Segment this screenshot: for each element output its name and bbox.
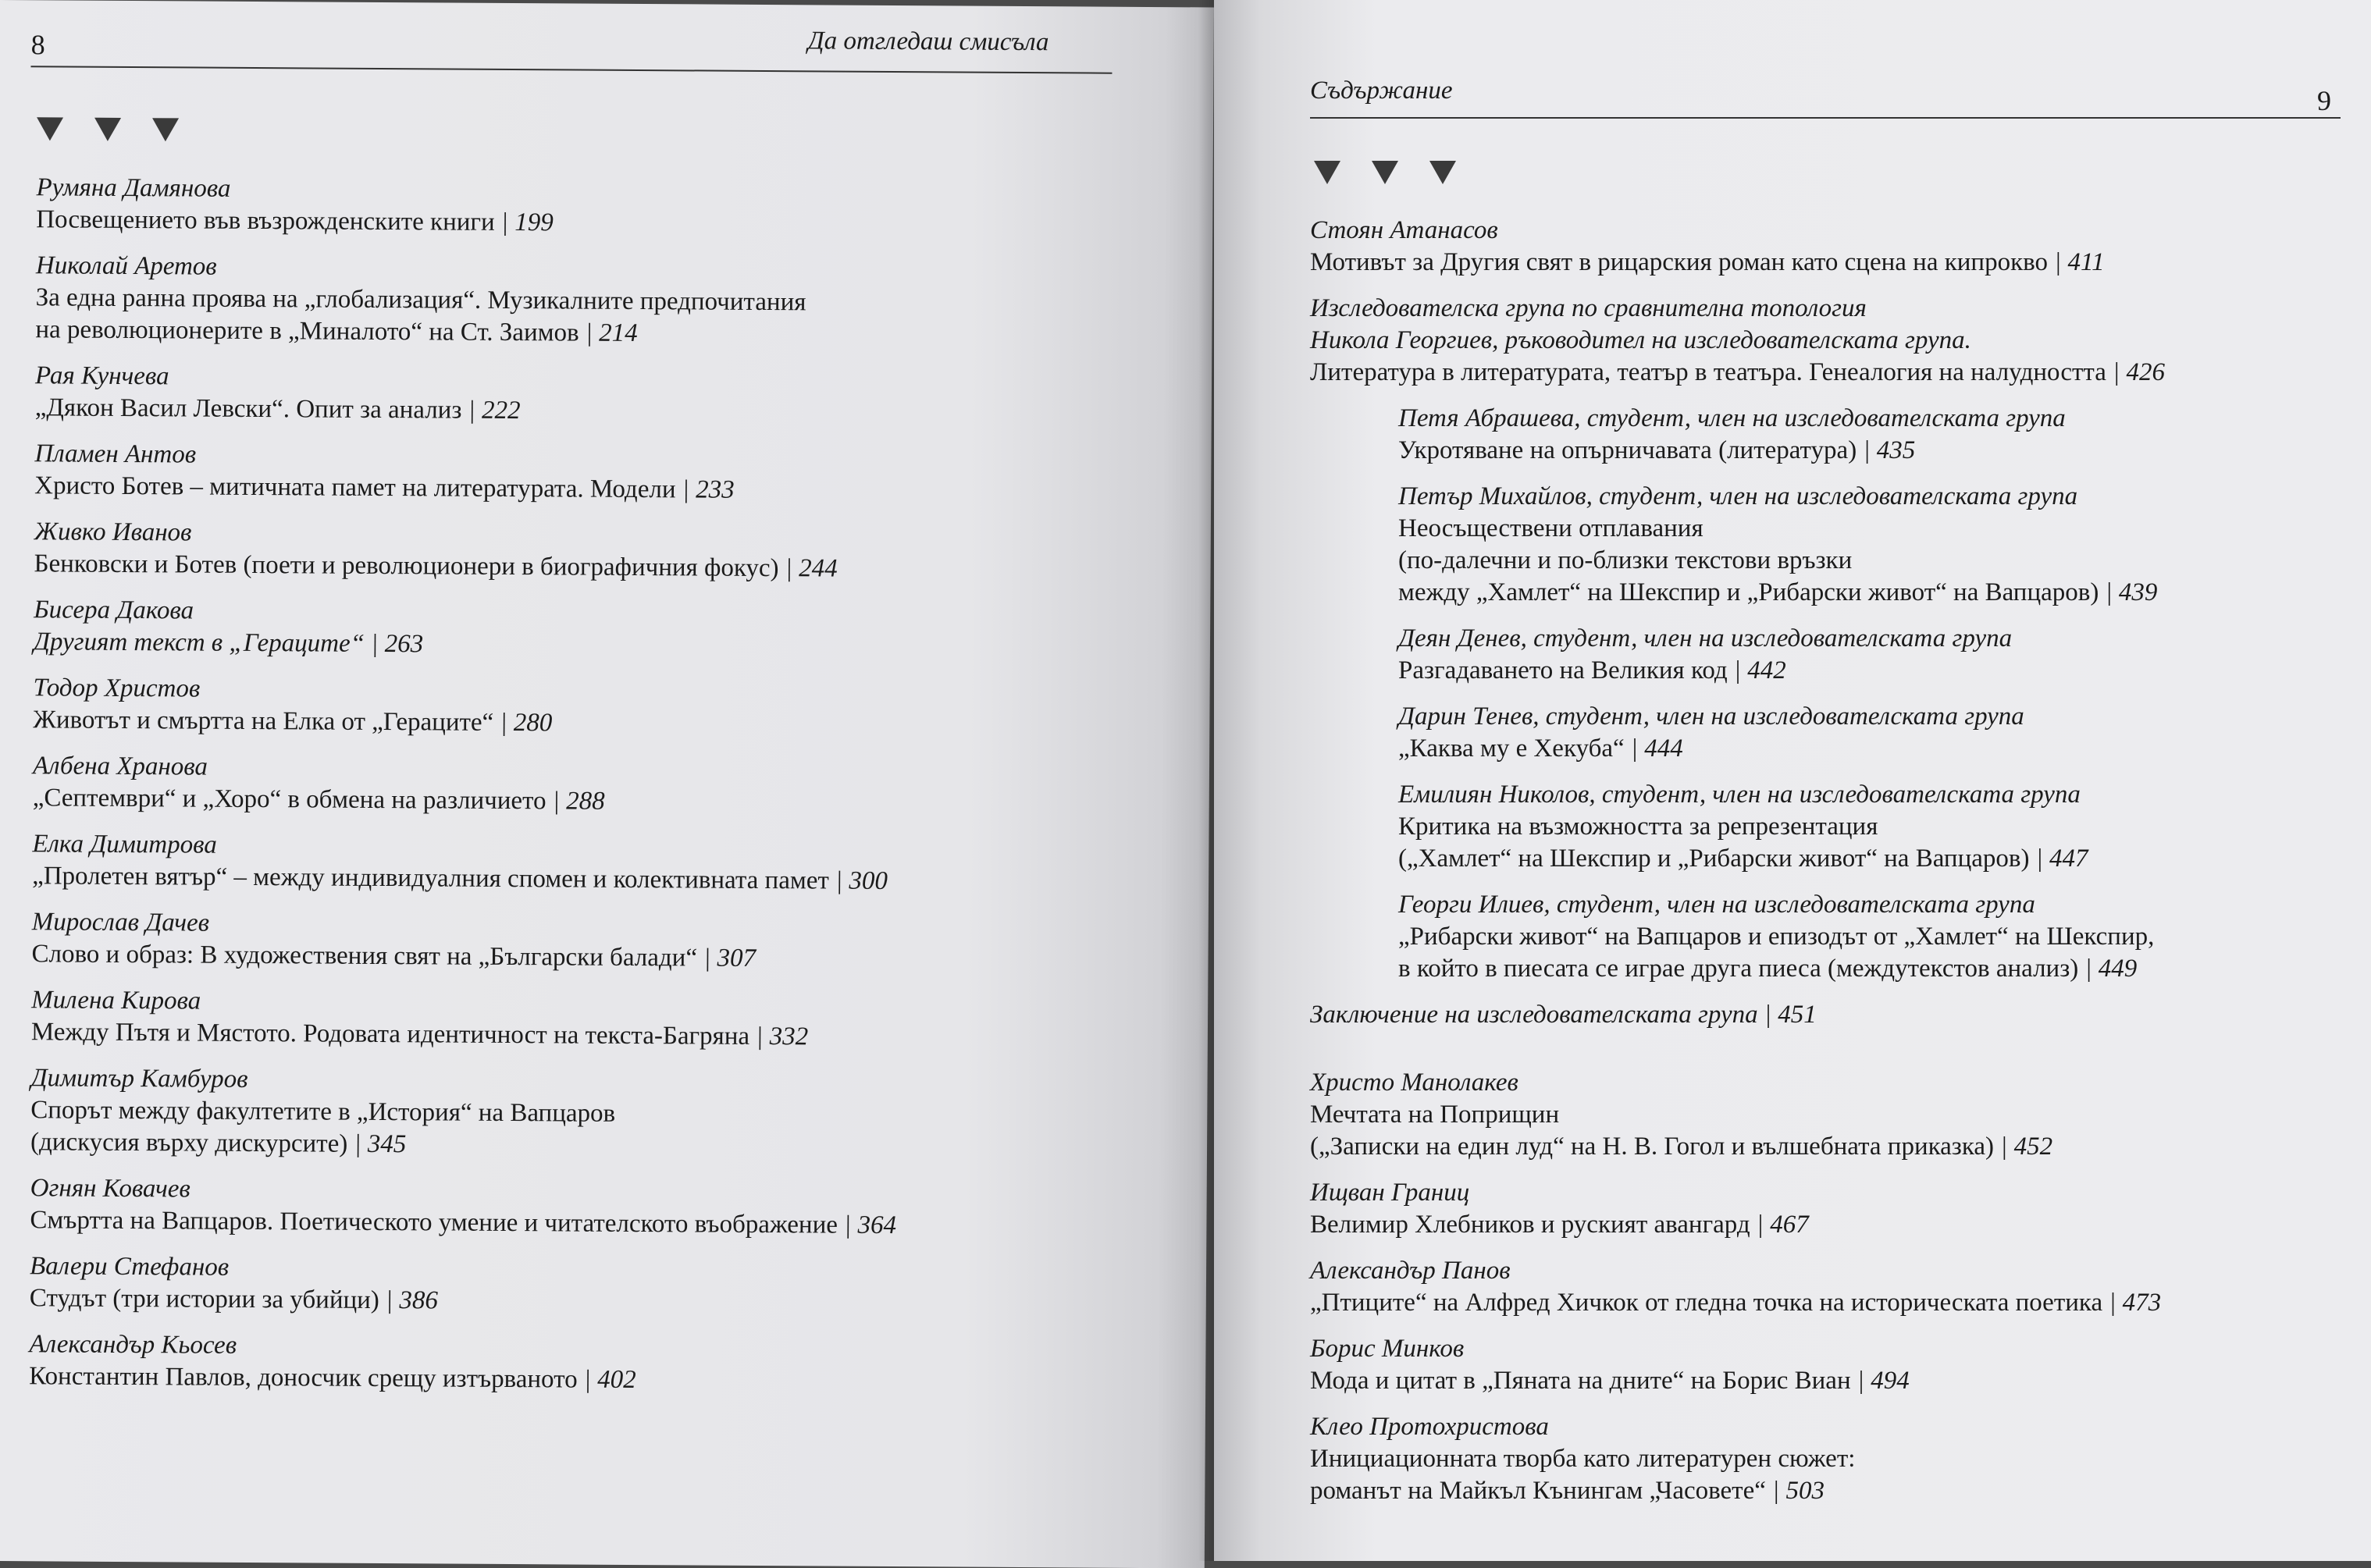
- toc-title-line: Велимир Хлебников и руският авангард | 467: [1310, 1211, 1809, 1239]
- toc-author: Огнян Ковачев: [30, 1174, 190, 1204]
- toc-page-number: | 452: [1994, 1132, 2053, 1161]
- toc-page-number: | 451: [1757, 1001, 1817, 1029]
- toc-title-line: „Дякон Васил Левски“. Опит за анализ | 222: [34, 393, 521, 425]
- toc-page-number: | 447: [2029, 844, 2088, 873]
- entry-spacer: [1310, 1397, 2165, 1411]
- entry-spacer: [1310, 467, 2165, 481]
- entry-spacer: [1310, 1031, 2165, 1067]
- toc-entry: [33, 672, 899, 741]
- toc-title-line: (по-далечни и по-близки текстови връзки: [1398, 546, 1853, 574]
- running-head-right: Съдържание: [1310, 76, 1453, 105]
- toc-title-line: Неосъществени отплавания: [1398, 514, 1703, 542]
- toc-title-line: Слово и образ: В художествения свят на „Български балади“ | 307: [31, 940, 757, 972]
- toc-entry: [35, 360, 902, 429]
- toc-author: Елка Димитрова: [32, 830, 217, 859]
- entry-spacer: [1310, 1319, 2165, 1333]
- toc-page-number: | 307: [696, 944, 757, 972]
- ornament-triangles-left: [37, 117, 179, 141]
- toc-author: Валери Стефанов: [29, 1252, 230, 1282]
- toc-title-line: Мода и цитат в „Пяната на дните“ на Борис Виан | 494: [1310, 1367, 1910, 1395]
- toc-title-line: („Записки на един луд“ на Н. В. Гогол и вълшебната приказка) | 452: [1310, 1132, 2053, 1161]
- toc-author: Клео Протохристова: [1310, 1413, 1549, 1441]
- header-rule-right: [1310, 117, 2341, 119]
- toc-title-line: в който в пиесата се играе друга пиеса (междутекстов анализ) | 449: [1398, 955, 2138, 983]
- toc-page-number: | 288: [546, 787, 605, 816]
- toc-entry: [1310, 701, 2165, 765]
- toc-entry: [1310, 1333, 2165, 1397]
- toc-entry: [30, 1172, 896, 1242]
- toc-page-number: | 442: [1727, 656, 1786, 684]
- toc-author: Мирослав Дачев: [31, 908, 210, 937]
- toc-author: Александър Кьосев: [29, 1330, 237, 1360]
- toc-title-line: Посвещението във възрожденските книги | 199: [36, 205, 554, 237]
- toc-title-line: („Хамлет“ на Шекспир и „Рибарски живот“ на Вапцаров) | 447: [1398, 844, 2088, 873]
- toc-title-line: „Птиците“ на Алфред Хичкок от гледна точка на историческата поетика | 473: [1310, 1289, 2162, 1317]
- toc-title-line: Животът и смъртта на Елка от „Гераците“ | 280: [33, 706, 553, 738]
- toc-author: Изследователска група по сравнителна топология: [1310, 294, 1867, 322]
- toc-page-number: | 473: [2102, 1289, 2162, 1317]
- toc-entry: [1310, 1411, 2165, 1507]
- toc-title-line: Укротяване на опърничавата (литература) | 435: [1398, 436, 1916, 464]
- toc-title-line: „Каква му е Хекуба“ | 444: [1398, 734, 1683, 763]
- toc-page-number: | 386: [379, 1285, 439, 1315]
- toc-title-line: Между Пътя и Мястото. Родовата идентичност на текста-Багряна | 332: [30, 1018, 809, 1051]
- toc-page-number: | 449: [2078, 955, 2138, 983]
- toc-title-line: романът на Майкъл Кънингам „Часовете“ | 503: [1310, 1477, 1825, 1505]
- toc-entry: [1310, 215, 2165, 279]
- toc-author: Пламен Антов: [34, 439, 197, 469]
- toc-title-line: Инициационната творба като литературен сюжет:: [1310, 1445, 1856, 1473]
- toc-author: Румяна Дамянова: [36, 173, 231, 203]
- entry-spacer: [1310, 279, 2165, 293]
- entry-spacer: [1310, 687, 2165, 701]
- toc-entry: [32, 828, 899, 898]
- toc-title-line: Разгадаването на Великия код | 442: [1398, 656, 1786, 684]
- toc-page-number: | 364: [837, 1211, 897, 1240]
- toc-entry: [1310, 1067, 2165, 1163]
- toc-author: Рая Кунчева: [34, 361, 169, 391]
- toc-title-line: За една ранна проява на „глобализация“. Музикалните предпочитания: [35, 283, 806, 317]
- toc-page-number: | 439: [2099, 578, 2158, 606]
- toc-author: Тодор Христов: [33, 674, 201, 703]
- toc-page-number: | 494: [1850, 1367, 1910, 1395]
- toc-page-number: | 233: [675, 475, 735, 504]
- toc-page-number: | 222: [461, 396, 521, 425]
- toc-entry: [1310, 889, 2165, 985]
- toc-author: Заключение на изследователската група | 451: [1310, 1001, 1817, 1029]
- toc-page-number: | 263: [364, 629, 424, 659]
- triangle-ornament: [37, 117, 63, 140]
- toc-entry: [1310, 481, 2165, 609]
- toc-page-number: | 402: [577, 1365, 636, 1395]
- toc-title-line: (дискусия върху дискурсите) | 345: [30, 1128, 407, 1159]
- toc-author: Живко Иванов: [34, 517, 192, 547]
- toc-title-line: Бенковски и Ботев (поети и революционери в биографичния фокус) | 244: [34, 549, 838, 583]
- toc-author: Албена Хранова: [32, 752, 208, 781]
- toc-entry: [1310, 293, 2165, 325]
- toc-page-number: | 467: [1750, 1211, 1809, 1239]
- toc-author: Дарин Тенев, студент, член на изследователската група: [1398, 702, 2024, 731]
- toc-title-line: между „Хамлет“ на Шекспир и „Рибарски живот“ на Вапцаров) | 439: [1398, 578, 2158, 606]
- triangle-ornament: [152, 118, 179, 141]
- toc-author: Николай Аретов: [35, 251, 217, 281]
- toc-entry: [34, 594, 900, 663]
- toc-author: Бисера Дакова: [34, 596, 194, 625]
- toc-author: Емилиян Николов, студент, член на изследователската група: [1398, 780, 2081, 809]
- toc-author: Борис Минков: [1310, 1335, 1465, 1363]
- toc-entry: [1310, 779, 2165, 875]
- toc-page-number: | 444: [1624, 734, 1683, 763]
- toc-author: Александър Панов: [1310, 1257, 1511, 1285]
- toc-title-line: Литература в литературата, театър в театъра. Генеалогия на налудността | 426: [1310, 358, 2165, 386]
- table-of-contents-left: [29, 172, 902, 1398]
- toc-page-number: | 214: [579, 318, 638, 347]
- toc-title-line: Другият текст в „Гераците“ | 263: [33, 628, 424, 659]
- toc-title-line: Спорът между факултетите в „История“ на Вапцаров: [30, 1096, 616, 1128]
- toc-title-line: Мечтата на Поприщин: [1310, 1100, 1560, 1129]
- entry-spacer: [1310, 1163, 2165, 1177]
- right-page: [1214, 0, 2371, 1561]
- entry-spacer: [1310, 1241, 2165, 1255]
- toc-entry: [1310, 623, 2165, 687]
- toc-author: Милена Кирова: [31, 986, 201, 1015]
- toc-page-number: | 435: [1857, 436, 1916, 464]
- toc-entry: [35, 250, 902, 351]
- toc-entry: [31, 906, 898, 976]
- toc-entry: [30, 1062, 897, 1164]
- ornament-triangles-right: [1314, 161, 1456, 184]
- toc-title-line: Смъртта на Вапцаров. Поетическото умение и читателското въображение | 364: [30, 1206, 897, 1240]
- toc-entry: [33, 750, 899, 820]
- toc-title-line: „Рибарски живот“ на Вапцаров и епизодът от „Хамлет“ на Шекспир,: [1398, 923, 2155, 951]
- toc-entry: [34, 516, 900, 585]
- toc-title-line: Константин Павлов, доносчик срещу изтърваното | 402: [29, 1362, 636, 1395]
- toc-entry: [30, 1250, 896, 1320]
- entry-spacer: [1310, 389, 2165, 403]
- triangle-ornament: [94, 118, 121, 141]
- toc-entry: [1310, 325, 2165, 389]
- entry-spacer: [1310, 765, 2165, 779]
- toc-entry: [34, 438, 901, 507]
- toc-author: Деян Денев, студент, член на изследователската група: [1398, 624, 2013, 652]
- toc-page-number: | 199: [494, 208, 554, 237]
- toc-page-number: | 503: [1765, 1477, 1825, 1505]
- toc-author: Ищван Границ: [1310, 1179, 1470, 1207]
- toc-entry: [1310, 1177, 2165, 1241]
- toc-author: Петя Абрашева, студент, член на изследователската група: [1398, 404, 2066, 432]
- running-head-left: Да отгледаш смисъла: [807, 27, 1049, 57]
- toc-title-line: Студът (три истории за убийци) | 386: [29, 1284, 439, 1315]
- entry-spacer: [1310, 609, 2165, 623]
- toc-author: Христо Манолакев: [1310, 1068, 1518, 1097]
- header-rule-left: [30, 66, 1112, 73]
- toc-page-number: | 244: [778, 554, 838, 583]
- toc-entry: [36, 172, 902, 241]
- toc-author: Димитър Камбуров: [30, 1064, 248, 1093]
- toc-title-line: Мотивът за Другия свят в рицарския роман като сцена на кипрокво | 411: [1310, 248, 2105, 276]
- triangle-ornament: [1429, 161, 1456, 184]
- toc-page-number: | 332: [749, 1022, 809, 1051]
- toc-title-line: „Септември“ и „Хоро“ в обмена на различието | 288: [32, 784, 605, 816]
- toc-entry: [29, 1328, 895, 1398]
- toc-title-line: „Пролетен вятър“ – между индивидуалния спомен и колективната памет | 300: [32, 862, 888, 895]
- toc-page-number: | 300: [828, 866, 888, 895]
- triangle-ornament: [1372, 161, 1398, 184]
- triangle-ornament: [1314, 161, 1340, 184]
- toc-entry: [1310, 999, 2165, 1031]
- toc-title-line: Христо Ботев – митичната памет на литературата. Модели | 233: [34, 471, 735, 504]
- toc-page-number: | 411: [2047, 248, 2105, 276]
- toc-page-number: | 345: [347, 1129, 407, 1159]
- toc-author: Стоян Атанасов: [1310, 216, 1498, 244]
- toc-author: Петър Михайлов, студент, член на изследователската група: [1398, 482, 2078, 510]
- toc-entry: [31, 984, 898, 1054]
- entry-spacer: [1310, 985, 2165, 999]
- toc-author: Георги Илиев, студент, член на изследователската група: [1398, 891, 2035, 919]
- page-number-left: 8: [30, 29, 45, 61]
- toc-title-line: на революционерите в „Миналото“ на Ст. Заимов | 214: [35, 315, 638, 347]
- entry-spacer: [1310, 875, 2165, 889]
- page-number-right: 9: [2317, 85, 2331, 116]
- toc-page-number: | 280: [493, 708, 553, 738]
- toc-entry: [1310, 1255, 2165, 1319]
- table-of-contents-right: [1310, 215, 2165, 1507]
- toc-entry: [1310, 403, 2165, 467]
- toc-page-number: | 426: [2106, 358, 2165, 386]
- toc-author: Никола Георгиев, ръководител на изследователската група.: [1310, 326, 1971, 354]
- toc-title-line: Критика на възможността за репрезентация: [1398, 812, 1878, 841]
